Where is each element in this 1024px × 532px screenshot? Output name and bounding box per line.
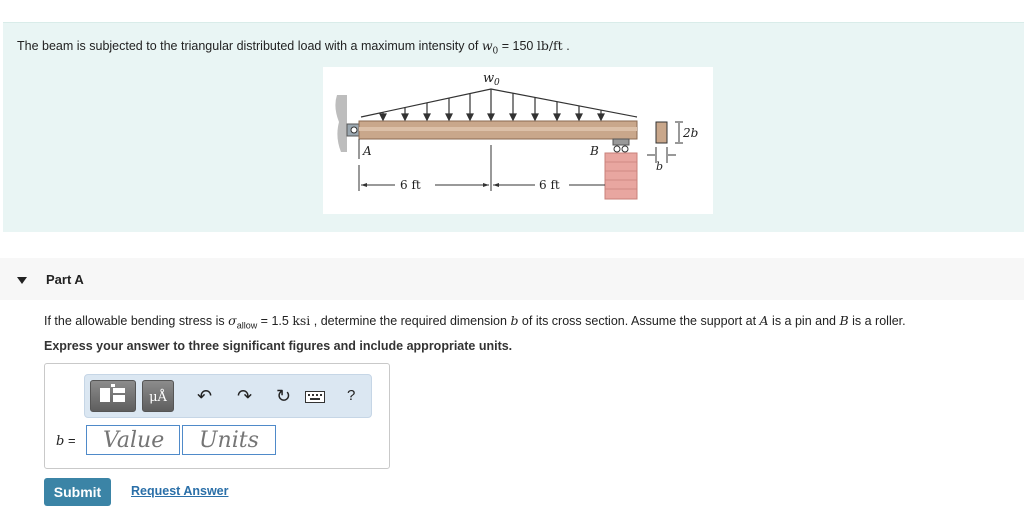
question-seg-4: of its cross section. Assume the support at — [518, 314, 760, 328]
instruction-text: Express your answer to three significant figures and include appropriate units. — [44, 339, 513, 353]
brick-pier — [605, 153, 637, 199]
dimension-lines — [359, 145, 605, 191]
load-subscript: 0 — [494, 78, 500, 88]
question-text — [44, 313, 906, 331]
problem-text-eq: = 150 — [498, 39, 537, 53]
variable-label: b = — [56, 433, 76, 449]
templates-icon — [91, 381, 135, 411]
value-input[interactable] — [86, 425, 180, 455]
support-b-label: B — [590, 144, 599, 158]
beam-highlight — [359, 127, 637, 131]
question-seg-2: = 1.5 — [257, 314, 293, 328]
roller-plate — [613, 139, 629, 145]
a-symbol: A — [759, 313, 769, 328]
bb-symbol: B — [839, 313, 849, 328]
undo-icon[interactable]: ↶ — [197, 386, 213, 406]
dim-arrow-2 — [483, 183, 489, 187]
cross-section — [656, 122, 667, 143]
part-title: Part A — [46, 272, 84, 287]
beam-figure — [323, 67, 713, 214]
question-seg-3: , determine the required dimension — [310, 314, 511, 328]
question-seg-1: If the allowable bending stress is — [44, 314, 229, 328]
dim-arrow-3 — [493, 183, 499, 187]
problem-text-after: . — [562, 39, 570, 53]
sigma-subscript: allow — [236, 320, 258, 331]
wall-support — [335, 95, 347, 152]
variable-symbol: b — [56, 434, 65, 449]
part-a-header[interactable] — [0, 258, 1024, 300]
question-seg-6: is a roller. — [848, 314, 906, 328]
w0-subscript: 0 — [492, 46, 499, 57]
section-height-label: 2b — [683, 126, 699, 140]
problem-text-before: The beam is subjected to the triangular distributed load with a maximum intensity of — [17, 39, 482, 53]
problem-statement — [17, 38, 570, 57]
load-outline — [361, 89, 637, 117]
dim-left-label: 6 ft — [400, 178, 421, 192]
load-label: w — [483, 71, 495, 86]
roller-wheel-2 — [622, 146, 628, 152]
support-a-label: A — [363, 144, 372, 158]
redo-icon[interactable]: ↷ — [237, 386, 253, 406]
help-icon[interactable]: ? — [347, 387, 356, 404]
request-answer-link[interactable]: Request Answer — [131, 484, 229, 498]
submit-button[interactable]: Submit — [44, 478, 111, 506]
pin-circle — [351, 127, 357, 133]
b-symbol: b — [510, 313, 519, 328]
keyboard-icon[interactable] — [305, 391, 325, 403]
sigma-symbol: σ — [228, 313, 237, 328]
ksi-unit: ksi — [292, 313, 311, 328]
reset-icon[interactable]: ↻ — [276, 386, 292, 406]
w0-symbol: w — [481, 38, 493, 53]
units-input[interactable] — [182, 425, 276, 455]
collapse-caret-icon[interactable] — [17, 277, 27, 284]
templates-button[interactable] — [90, 380, 136, 412]
beam-diagram — [323, 67, 713, 214]
load-unit: lb/ft — [536, 38, 563, 53]
units-button[interactable]: μÅ — [142, 380, 174, 412]
section-width-label: b — [656, 160, 664, 173]
dim-arrow-1 — [361, 183, 367, 187]
dim-right-label: 6 ft — [539, 178, 560, 192]
question-seg-5: is a pin and — [768, 314, 840, 328]
roller-wheel-1 — [614, 146, 620, 152]
